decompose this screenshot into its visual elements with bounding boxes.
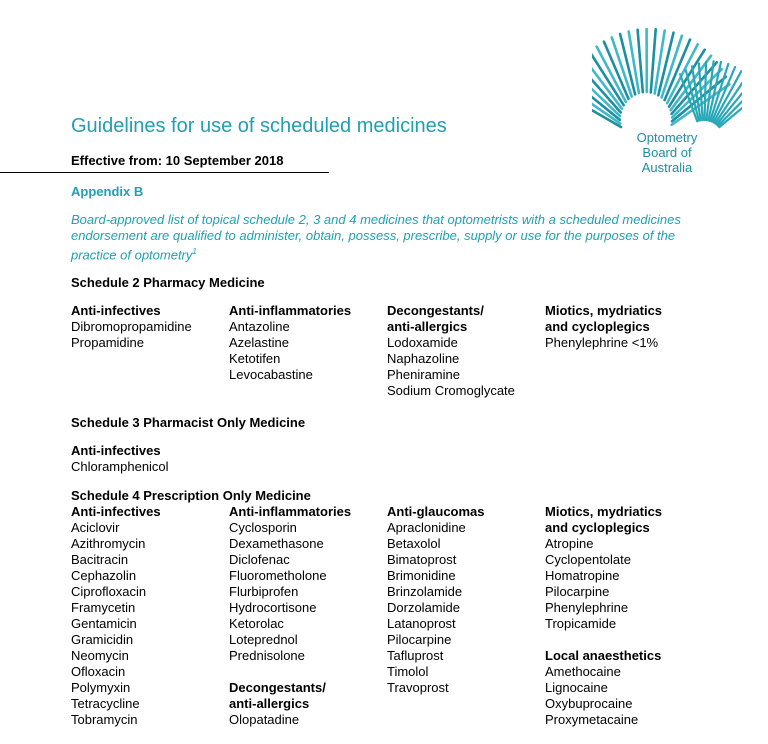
medicine-item: Oxybuprocaine [545, 696, 633, 711]
medicine-list [229, 712, 387, 728]
medicine-list [545, 335, 703, 351]
medicine-item: Lignocaine [545, 680, 608, 695]
medicine-list [387, 520, 545, 696]
s4-miotics [545, 504, 703, 728]
medicine-list [71, 520, 229, 728]
column-heading: Anti-inflammatories [229, 504, 352, 519]
medicine-item: Lodoxamide [387, 335, 458, 350]
logo-wordmark [592, 130, 742, 175]
logo-line-3: Australia [641, 160, 693, 175]
spacer [545, 632, 703, 648]
column-heading-2: and cycloplegics [545, 520, 650, 535]
medicine-item: Latanoprost [387, 616, 456, 631]
s3-anti-infectives [71, 443, 229, 475]
medicine-item: Tafluprost [387, 648, 444, 663]
medicine-item: Brimonidine [387, 568, 456, 583]
logo-line-1: Optometry [636, 130, 698, 145]
schedule-3-title: Schedule 3 Pharmacist Only Medicine [71, 415, 306, 430]
medicine-item: Polymyxin [71, 680, 131, 695]
fan-rays-icon [592, 22, 742, 132]
medicine-item: Cephazolin [71, 568, 137, 583]
appendix-heading: Appendix B [71, 184, 144, 199]
medicine-item: Sodium Cromoglycate [387, 383, 515, 398]
footnote-marker: 1 [192, 247, 197, 256]
medicine-item: Timolol [387, 664, 429, 679]
medicine-item: Hydrocortisone [229, 600, 317, 615]
medicine-item: Atropine [545, 536, 594, 551]
medicine-item: Pilocarpine [545, 584, 610, 599]
schedule-4-title: Schedule 4 Prescription Only Medicine [71, 488, 311, 503]
medicine-item: Bimatoprost [387, 552, 457, 567]
medicine-item: Fluorometholone [229, 568, 327, 583]
medicine-item: Pilocarpine [387, 632, 452, 647]
column-heading: Anti-infectives [71, 443, 161, 458]
intro-paragraph [71, 212, 701, 263]
medicine-list [229, 520, 387, 664]
medicine-list [545, 536, 703, 632]
medicine-item: Tetracycline [71, 696, 140, 711]
column-heading: Miotics, mydriatics [545, 303, 663, 318]
medicine-item: Chloramphenicol [71, 459, 169, 474]
medicine-item: Pheniramine [387, 367, 460, 382]
medicine-list [545, 664, 703, 728]
medicine-list [71, 319, 229, 351]
medicine-item: Apraclonidine [387, 520, 466, 535]
medicine-item: Loteprednol [229, 632, 298, 647]
intro-text: Board-approved list of topical schedule 2, 3 and 4 medicines that optometrists with a scheduled medicines endorsement are qualified to administer, obtain, possess, prescribe, supply or use for the purposes of the practice of optometry [71, 212, 681, 263]
medicine-item: Gramicidin [71, 632, 134, 647]
medicine-item: Travoprost [387, 680, 449, 695]
board-logo [592, 22, 742, 178]
s4-anti-glaucomas [387, 504, 545, 696]
medicine-list [229, 319, 387, 383]
medicine-item: Propamidine [71, 335, 144, 350]
logo-ray [705, 62, 707, 120]
medicine-item: Ketorolac [229, 616, 284, 631]
medicine-item: Olopatadine [229, 712, 300, 727]
medicine-item: Homatropine [545, 568, 620, 583]
s2-anti-inflammatories [229, 303, 387, 383]
medicine-list [71, 459, 229, 475]
medicine-item: Ofloxacin [71, 664, 126, 679]
s4-anti-infectives [71, 504, 229, 728]
s2-decongestants [387, 303, 545, 399]
header-rule [0, 172, 329, 173]
medicine-item: Bacitracin [71, 552, 129, 567]
medicine-item: Amethocaine [545, 664, 621, 679]
column-heading-2: anti-allergics [387, 319, 468, 334]
column-heading: Miotics, mydriatics [545, 504, 663, 519]
medicine-item: Phenylephrine [545, 600, 629, 615]
medicine-item: Azelastine [229, 335, 289, 350]
medicine-item: Dorzolamide [387, 600, 460, 615]
column-heading: Decongestants/ [229, 680, 326, 695]
document-title: Guidelines for use of scheduled medicines [71, 115, 447, 137]
medicine-item: Betaxolol [387, 536, 441, 551]
column-heading: Anti-infectives [71, 504, 161, 519]
medicine-item: Azithromycin [71, 536, 146, 551]
s2-miotics [545, 303, 703, 351]
medicine-item: Brinzolamide [387, 584, 463, 599]
schedule-2-title: Schedule 2 Pharmacy Medicine [71, 275, 265, 290]
column-heading-2: anti-allergics [229, 696, 310, 711]
spacer [229, 664, 387, 680]
column-heading: Anti-inflammatories [229, 303, 352, 318]
effective-date: Effective from: 10 September 2018 [71, 153, 284, 168]
medicine-item: Ciprofloxacin [71, 584, 147, 599]
column-heading: Anti-infectives [71, 303, 161, 318]
medicine-item: Antazoline [229, 319, 290, 334]
medicine-item: Proxymetacaine [545, 712, 639, 727]
medicine-list [387, 335, 545, 399]
medicine-item: Tobramycin [71, 712, 138, 727]
medicine-item: Gentamicin [71, 616, 137, 631]
medicine-item: Cyclosporin [229, 520, 297, 535]
medicine-item: Dibromopropamidine [71, 319, 192, 334]
medicine-item: Naphazoline [387, 351, 460, 366]
medicine-item: Diclofenac [229, 552, 290, 567]
medicine-item: Aciclovir [71, 520, 120, 535]
s2-anti-infectives [71, 303, 229, 351]
logo-line-2: Board of [642, 145, 692, 160]
medicine-item: Ketotifen [229, 351, 281, 366]
medicine-item: Neomycin [71, 648, 129, 663]
column-heading: Local anaesthetics [545, 648, 662, 663]
medicine-item: Cyclopentolate [545, 552, 631, 567]
medicine-item: Prednisolone [229, 648, 305, 663]
column-heading: Decongestants/ [387, 303, 484, 318]
medicine-item: Levocabastine [229, 367, 313, 382]
medicine-item: Framycetin [71, 600, 136, 615]
medicine-item: Tropicamide [545, 616, 617, 631]
column-heading: Anti-glaucomas [387, 504, 485, 519]
s4-anti-inflammatories [229, 504, 387, 728]
column-heading-2: and cycloplegics [545, 319, 650, 334]
medicine-item: Dexamethasone [229, 536, 324, 551]
medicine-item: Phenylephrine <1% [545, 335, 659, 350]
medicine-item: Flurbiprofen [229, 584, 299, 599]
logo-ray [651, 29, 656, 92]
